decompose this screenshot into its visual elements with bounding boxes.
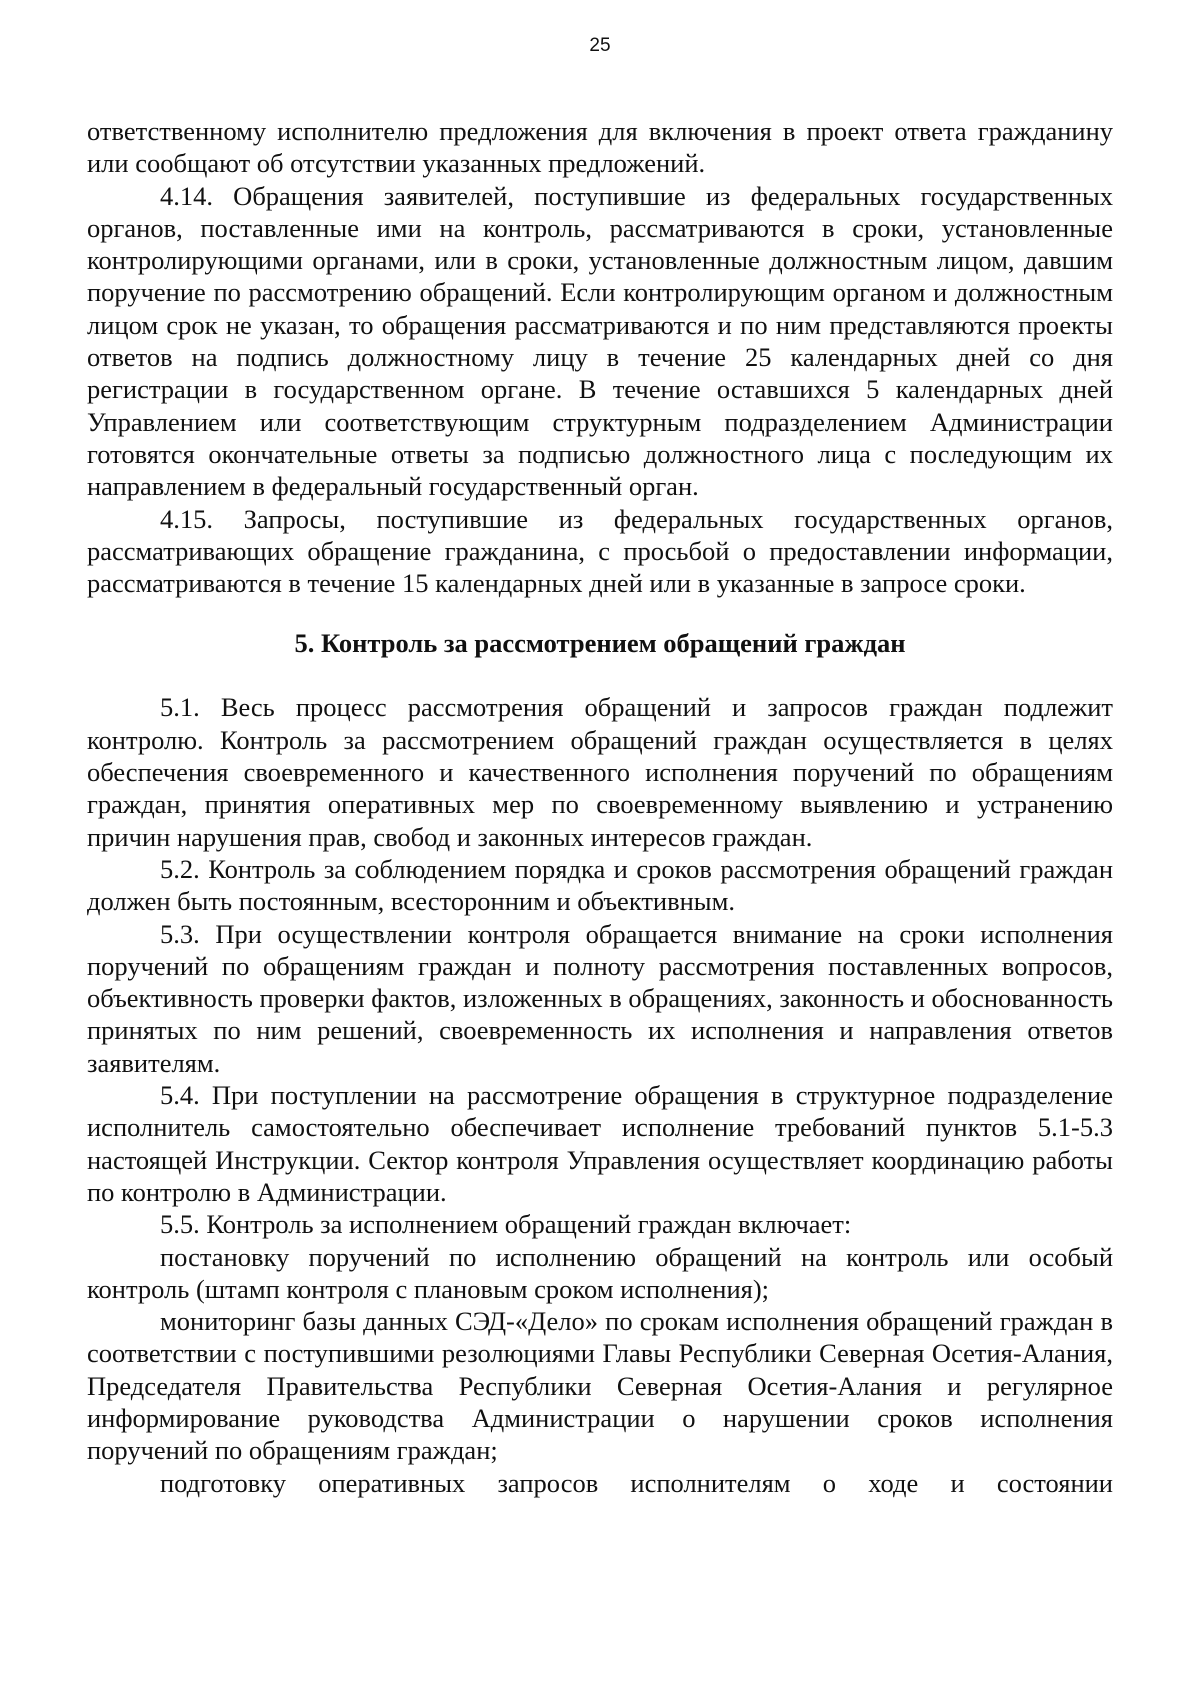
paragraph-continuation: ответственному исполнителю предложения для включения в проект ответа гражданину или сообщают об отсутствии указанных предложений. xyxy=(87,116,1113,179)
paragraph-4-14: 4.14. Обращения заявителей, поступившие из федеральных государственных органов, поставленные ими на контроль, рассматриваются в сроки, установленные контролирующими органами, или в сроки, установленные должностным лицом, давшим поручение по рассмотрению обращений. Если контролирующим органом и должностным лицом срок не указан, то обращения рассматриваются и по ним представляются проекты ответов на подпись должностному лицу в течение 25 календарных дней со дня регистрации в государственном органе. В течение оставшихся 5 календарных дней Управлением или соответствующим структурным подразделением Администрации готовятся окончательные ответы за подписью должностного лица с последующим их направлением в федеральный государственный орган. xyxy=(87,180,1113,502)
paragraph-5-3: 5.3. При осуществлении контроля обращается внимание на сроки исполнения поручений по обращениям граждан и полноту рассмотрения поставленных вопросов, объективность проверки фактов, изложенных в обращениях, законность и обоснованность принятых по ним решений, своевременность их исполнения и направления ответов заявителям. xyxy=(87,918,1113,1078)
paragraph-5-5: 5.5. Контроль за исполнением обращений граждан включает: xyxy=(160,1209,852,1240)
paragraph-5-1: 5.1. Весь процесс рассмотрения обращений и запросов граждан подлежит контролю. Контроль за рассмотрением обращений граждан осуществляется в целях обеспечения своевременного и качественного исполнения поручений по обращениям граждан, принятия оперативных мер по своевременному выявлению и устранению причин нарушения прав, свобод и законных интересов граждан. xyxy=(87,692,1113,852)
page-number: 25 xyxy=(589,35,611,56)
page-body xyxy=(87,115,1113,1499)
list-item-requests: подготовку оперативных запросов исполнителям о ходе и состоянии xyxy=(160,1467,1113,1498)
section-heading: 5. Контроль за рассмотрением обращений граждан xyxy=(294,628,906,659)
paragraph-5-2: 5.2. Контроль за соблюдением порядка и сроков рассмотрения обращений граждан должен быть постоянным, всесторонним и объективным. xyxy=(87,853,1113,917)
list-item-control-setting: постановку поручений по исполнению обращений на контроль или особый контроль (штамп контроля с плановым сроком исполнения); xyxy=(87,1241,1113,1304)
paragraph-4-15: 4.15. Запросы, поступившие из федеральных государственных органов, рассматривающих обращение гражданина, с просьбой о предоставлении информации, рассматриваются в течение 15 календарных дней или в указанные в запросе сроки. xyxy=(87,503,1113,599)
list-item-monitoring: мониторинг базы данных СЭД-«Дело» по срокам исполнения обращений граждан в соответствии с поступившими резолюциями Главы Республики Северная Осетия-Алания, Председателя Правительства Республики Северная Осетия-Алания и регулярное информирование руководства Администрации о нарушении сроков исполнения поручений по обращениям граждан; xyxy=(87,1306,1113,1466)
paragraph-5-4: 5.4. При поступлении на рассмотрение обращения в структурное подразделение исполнитель самостоятельно обеспечивает исполнение требований пунктов 5.1-5.3 настоящей Инструкции. Сектор контроля Управления осуществляет координацию работы по контролю в Администрации. xyxy=(87,1080,1113,1207)
